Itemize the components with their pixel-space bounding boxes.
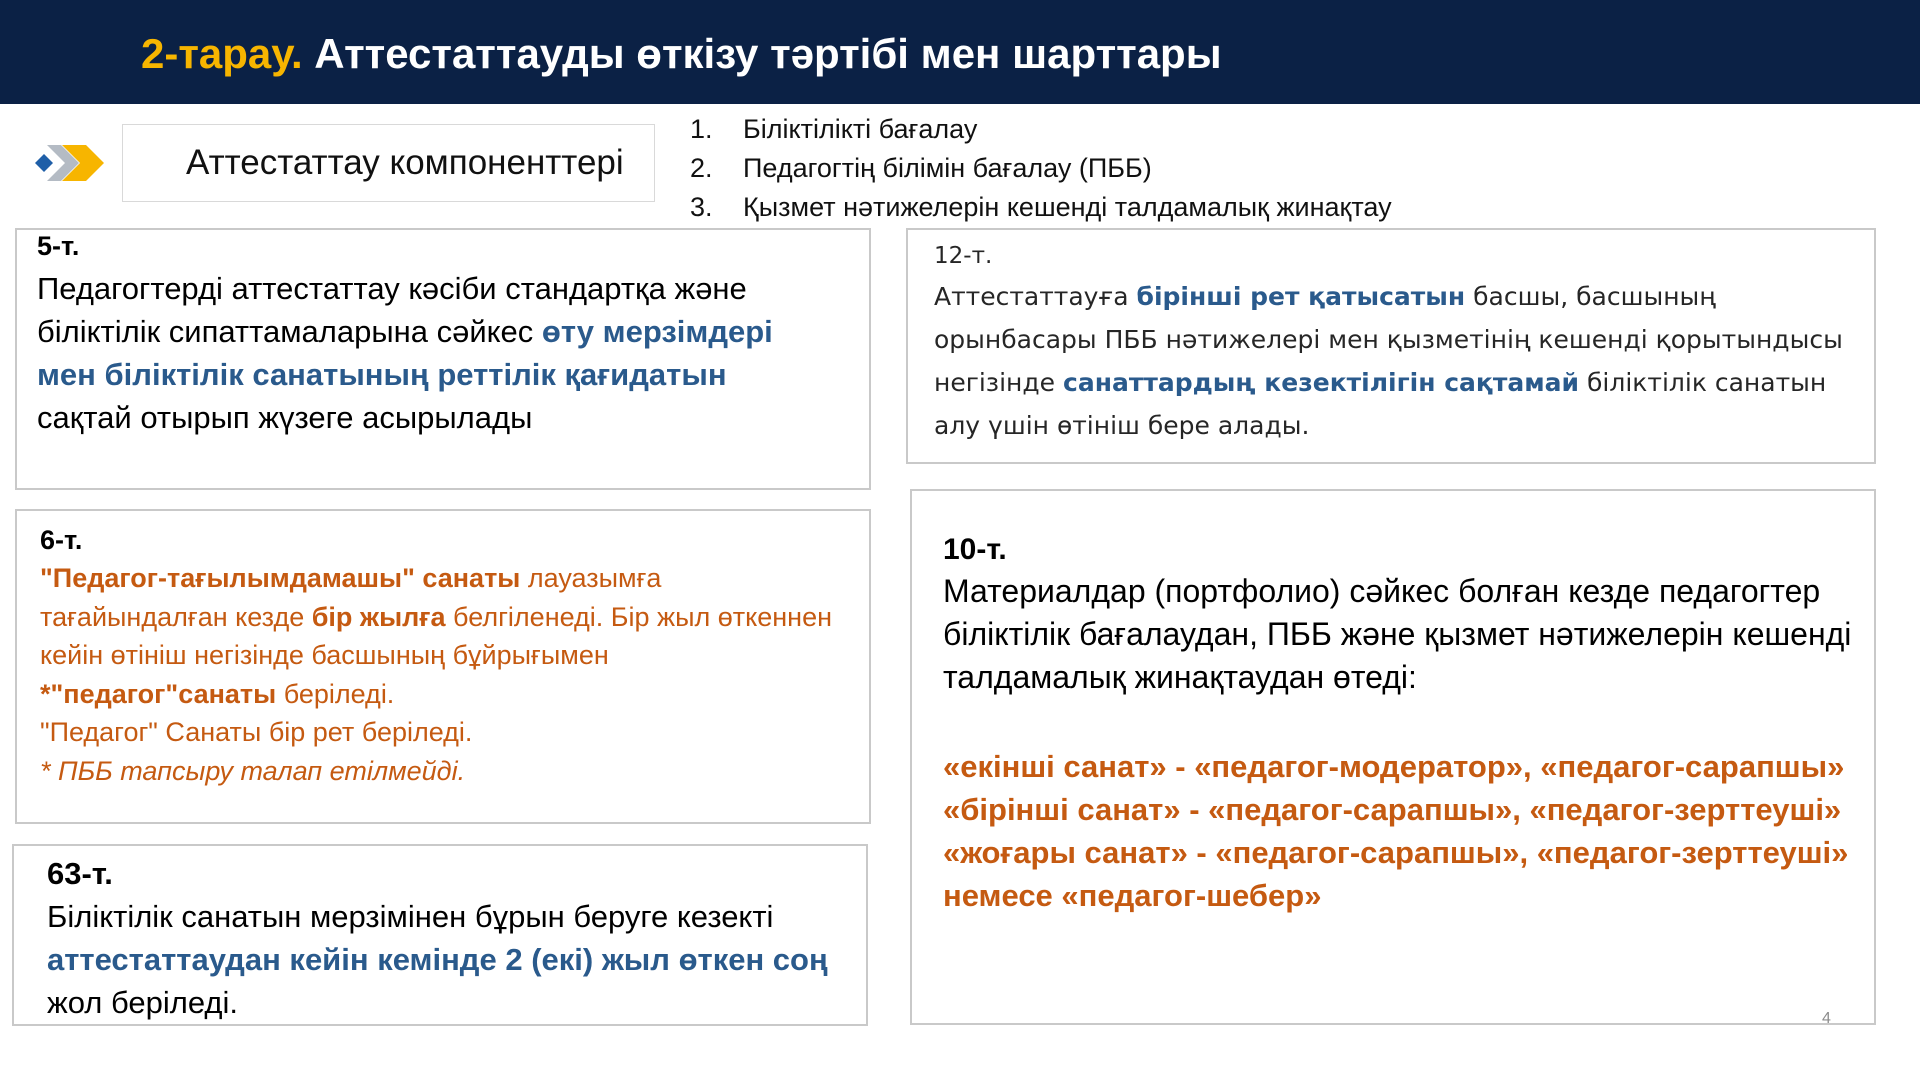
category-item: «екінші санат» - «педагог-модератор», «педагог-сарапшы» <box>943 749 1845 784</box>
article-10-card <box>910 489 1876 1025</box>
list-item-number: 2. <box>690 153 713 183</box>
article-12-highlight: бірінші рет қатысатын <box>1136 282 1466 311</box>
article-12-text-part: Аттестаттауға <box>934 282 1137 311</box>
article-5-text-part: Педагогтерді аттестаттау кәсіби стандартқа және біліктілік сипаттамаларына сәйкес <box>37 271 747 349</box>
article-6-bold: "Педагог-тағылымдамашы" санаты <box>40 563 521 593</box>
article-63-text-part: жол беріледі. <box>47 985 239 1020</box>
article-6-text <box>40 559 850 790</box>
article-6-bold: *"педагог"санаты <box>40 678 277 709</box>
page-number: 4 <box>1822 1010 1831 1027</box>
list-item-text: Біліктілікті бағалау <box>743 114 978 144</box>
category-item: «бірінші санат» - «педагог-сарапшы», «педагог-зерттеуші» <box>943 792 1842 827</box>
article-63-highlight: аттестаттаудан кейін кемінде 2 (екі) жыл өткен соң <box>47 942 828 977</box>
slide-title <box>141 28 1222 80</box>
list-item-text: Педагогтің білімін бағалау (ПББ) <box>743 153 1152 183</box>
article-63-text <box>47 895 847 1024</box>
article-5-text <box>37 267 827 439</box>
article-10-intro: Материалдар (портфолио) сәйкес болған кезде педагогтер біліктілік бағалаудан, ПББ және қызмет нәтижелерін кешенді талдамалық жинақтаудан өтеді: <box>943 573 1852 695</box>
article-12-text-part: біліктілік санатын алу үшін өтініш бере алады. <box>934 368 1827 440</box>
components-label: Аттестаттау компоненттері <box>186 143 624 182</box>
chapter-label: 2-тарау. <box>141 30 303 77</box>
article-5-text-part: сақтай отырып жүзеге асырылады <box>37 400 533 435</box>
article-5-highlight: өту мерзімдері мен біліктілік санатының реттілік қағидатын <box>37 314 773 392</box>
article-12-text-part: басшы, басшының орынбасары ПББ нәтижелері мен қызметінің кешенді қорытындысы негізінде <box>934 282 1843 397</box>
article-6-card <box>15 509 871 824</box>
list-item-number: 1. <box>690 114 713 144</box>
list-item <box>690 188 1392 227</box>
title-text: Аттестаттауды өткізу тәртібі мен шарттары <box>314 30 1222 77</box>
article-6-text-part: лауазымға тағайындалған кезде <box>40 563 662 632</box>
article-6-paragraph <box>40 559 850 713</box>
article-6-text-part: белгіленеді. Бір жыл өткеннен кейін өтініш негізінде басшының бұйрығымен <box>40 601 833 670</box>
article-6-footnote: * ПББ тапсыру талап етілмейді. <box>40 755 466 786</box>
article-5-heading: 5-т. <box>37 231 80 261</box>
slide-header <box>0 0 1920 104</box>
article-12-text <box>934 275 1864 447</box>
list-item-text: Қызмет нәтижелерін кешенді талдамалық жинақтау <box>743 192 1392 222</box>
article-6-bold: бір жылға <box>311 601 446 632</box>
list-item <box>690 110 1392 149</box>
list-item-number: 3. <box>690 192 713 222</box>
article-63-text-part: Біліктілік санатын мерзімінен бұрын беруге кезекті <box>47 899 774 934</box>
article-6-note: "Педагог" Санаты бір рет беріледі. <box>40 717 473 747</box>
article-63-card <box>12 844 868 1026</box>
article-12-heading: 12-т. <box>934 243 993 269</box>
article-6-heading: 6-т. <box>40 525 83 555</box>
article-10-heading: 10-т. <box>943 533 1007 566</box>
article-63-heading: 63-т. <box>47 856 113 891</box>
article-5-card <box>15 228 871 490</box>
article-10-categories <box>943 745 1853 917</box>
list-item <box>690 149 1392 188</box>
article-12-card <box>906 228 1876 464</box>
double-chevron-icon <box>34 142 104 184</box>
article-12-highlight: санаттардың кезектілігін сақтамай <box>1063 368 1580 397</box>
components-list <box>690 110 1392 227</box>
article-6-text-part: беріледі. <box>276 678 395 709</box>
category-item: «жоғары санат» - «педагог-сарапшы», «педагог-зерттеуші» немесе «педагог-шебер» <box>943 835 1849 913</box>
